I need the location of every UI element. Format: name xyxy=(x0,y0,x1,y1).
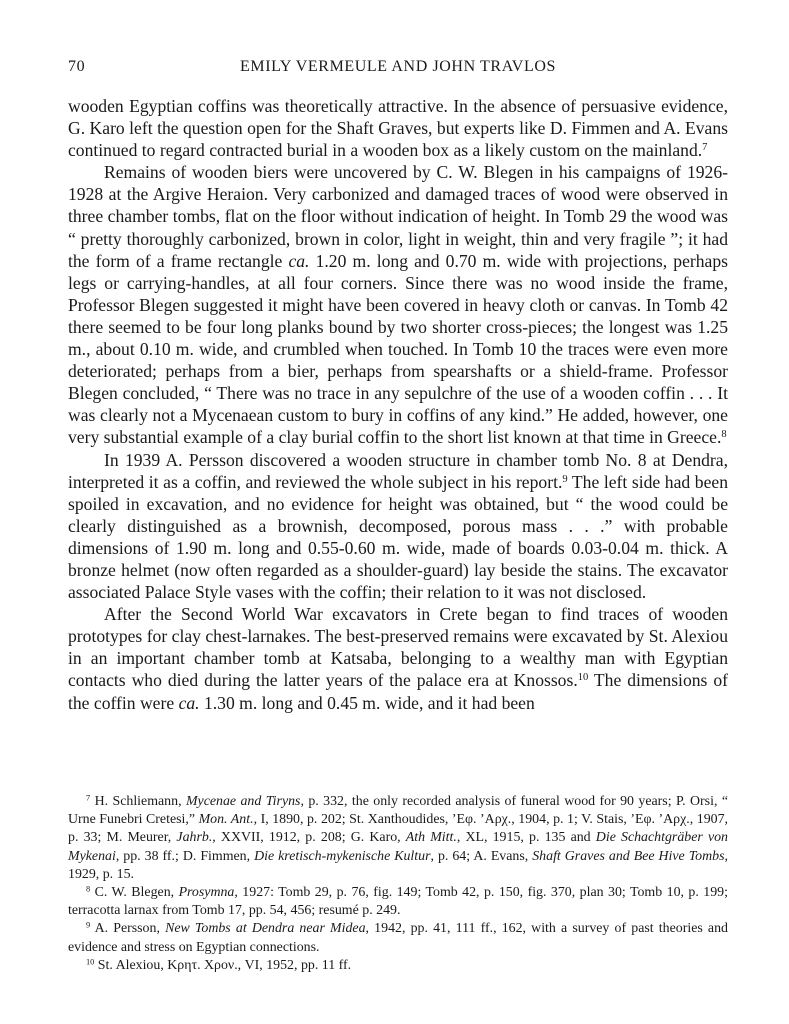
paragraph-1: wooden Egyptian coffins was theoretically attractive. In the absence of persuasive evidence, G. Karo left the question open for the Shaft Graves, but experts like D. Fimmen and A. Evans continued to regard contracted burial in a wooden box as a likely custom on the mainland.$^7$ xyxy=(68,96,728,161)
body-text xyxy=(68,95,728,714)
footnote-9: $^9$ A. Persson, New Tombs at Dendra near Midea, 1942, pp. 41, 111 ff., 162, with a survey of past theories and evidence and stress on Egyptian connections. xyxy=(68,920,728,955)
paragraph-2: Remains of wooden biers were uncovered by C. W. Blegen in his campaigns of 1926-1928 at the Argive Heraion. Very carbonized and damaged traces of wood were observed in three chamber tombs, flat on the floor without indication of height. In Tomb 29 the wood was “ pretty thoroughly carbonized, brown in color, light in weight, thin and very fragile ”; it had the form of a frame rectangle ca. 1.20 m. long and 0.70 m. wide with projections, perhaps legs or carrying-handles, at all four corners. Since there was no wood inside the frame, Professor Blegen suggested it might have been covered in heavy cloth or canvas. In Tomb 42 there seemed to be four long planks bound by two shorter cross-pieces; the longest was 1.25 m., about 0.10 m. wide, and crumbled when touched. In Tomb 10 the traces were even more deteriorated; perhaps from a bier, perhaps from spearshafts or a shield-frame. Professor Blegen concluded, “ There was no trace in any sepulchre of the use of a wooden coffin . . . It was clearly not a Mycenaean custom to bury in coffins of any kind.” He added, however, one very substantial example of a clay burial coffin to the short list known at that time in Greece.$^8$ xyxy=(68,162,728,448)
footnote-ref-8: 8 xyxy=(721,429,727,441)
page-number: 70 xyxy=(68,58,86,75)
footnote-ref-10: 10 xyxy=(577,672,589,684)
footnotes xyxy=(68,793,728,975)
running-head: EMILY VERMEULE AND JOHN TRAVLOS xyxy=(240,58,556,75)
page-header xyxy=(68,58,728,80)
footnote-10: $^{10}$ St. Alexiou, Kρητ. Xρον., VI, 1952, pp. 11 ff. xyxy=(86,957,352,973)
footnote-ref-9: 9 xyxy=(562,473,568,485)
paragraph-3: In 1939 A. Persson discovered a wooden structure in chamber tomb No. 8 at Dendra, interpreted it as a coffin, and reviewed the whole subject in his report.$^9$ The left side had been spoiled in excavation, and no evidence for height was obtained, but “ the wood could be clearly distinguished as a brownish, decomposed, porous mass . . .” with probable dimensions of 1.90 m. long and 0.55-0.60 m. wide, made of boards 0.03-0.04 m. thick. A bronze helmet (now often regarded as a shoulder-guard) lay beside the stains. The excavator associated Palace Style vases with the coffin; their relation to it was not disclosed. xyxy=(68,449,728,603)
paragraph-4: After the Second World War excavators in Crete began to find traces of wooden prototypes for clay chest-larnakes. The best-preserved remains were excavated by St. Alexiou in an important chamber tomb at Katsaba, belonging to a wealthy man with Egyptian contacts who died during the latter years of the palace era at Knossos.$^{10}$ The dimensions of the coffin were ca. 1.30 m. long and 0.45 m. wide, and it had been xyxy=(68,604,729,713)
footnote-8: $^8$ C. W. Blegen, Prosymna, 1927: Tomb 29, p. 76, fig. 149; Tomb 42, p. 150, fig. 370, plan 30; Tomb 10, p. 199; terracotta larnax from Tomb 17, pp. 54, 456; resumé p. 249. xyxy=(68,884,728,919)
footnote-ref-7: 7 xyxy=(702,142,708,154)
footnote-7: $^7$ H. Schliemann, Mycenae and Tiryns, p. 332, the only recorded analysis of funeral wood for 90 years; P. Orsi, “ Urne Funebri Cretesi,” Mon. Ant., I, 1890, p. 202; St. Xanthoudides, ’Eφ. ’Aρχ., 1904, p. 1; V. Stais, ’Eφ. ’Aρχ., 1907, p. 33; M. Meurer, Jahrb., XXVII, 1912, p. 208; G. Karo, Ath Mitt., XL, 1915, p. 135 and Die Schachtgräber von Mykenai, pp. 38 ff.; D. Fimmen, Die kretisch-mykenische Kultur, p. 64; A. Evans, Shaft Graves and Bee Hive Tombs, 1929, p. 15. xyxy=(68,793,729,882)
